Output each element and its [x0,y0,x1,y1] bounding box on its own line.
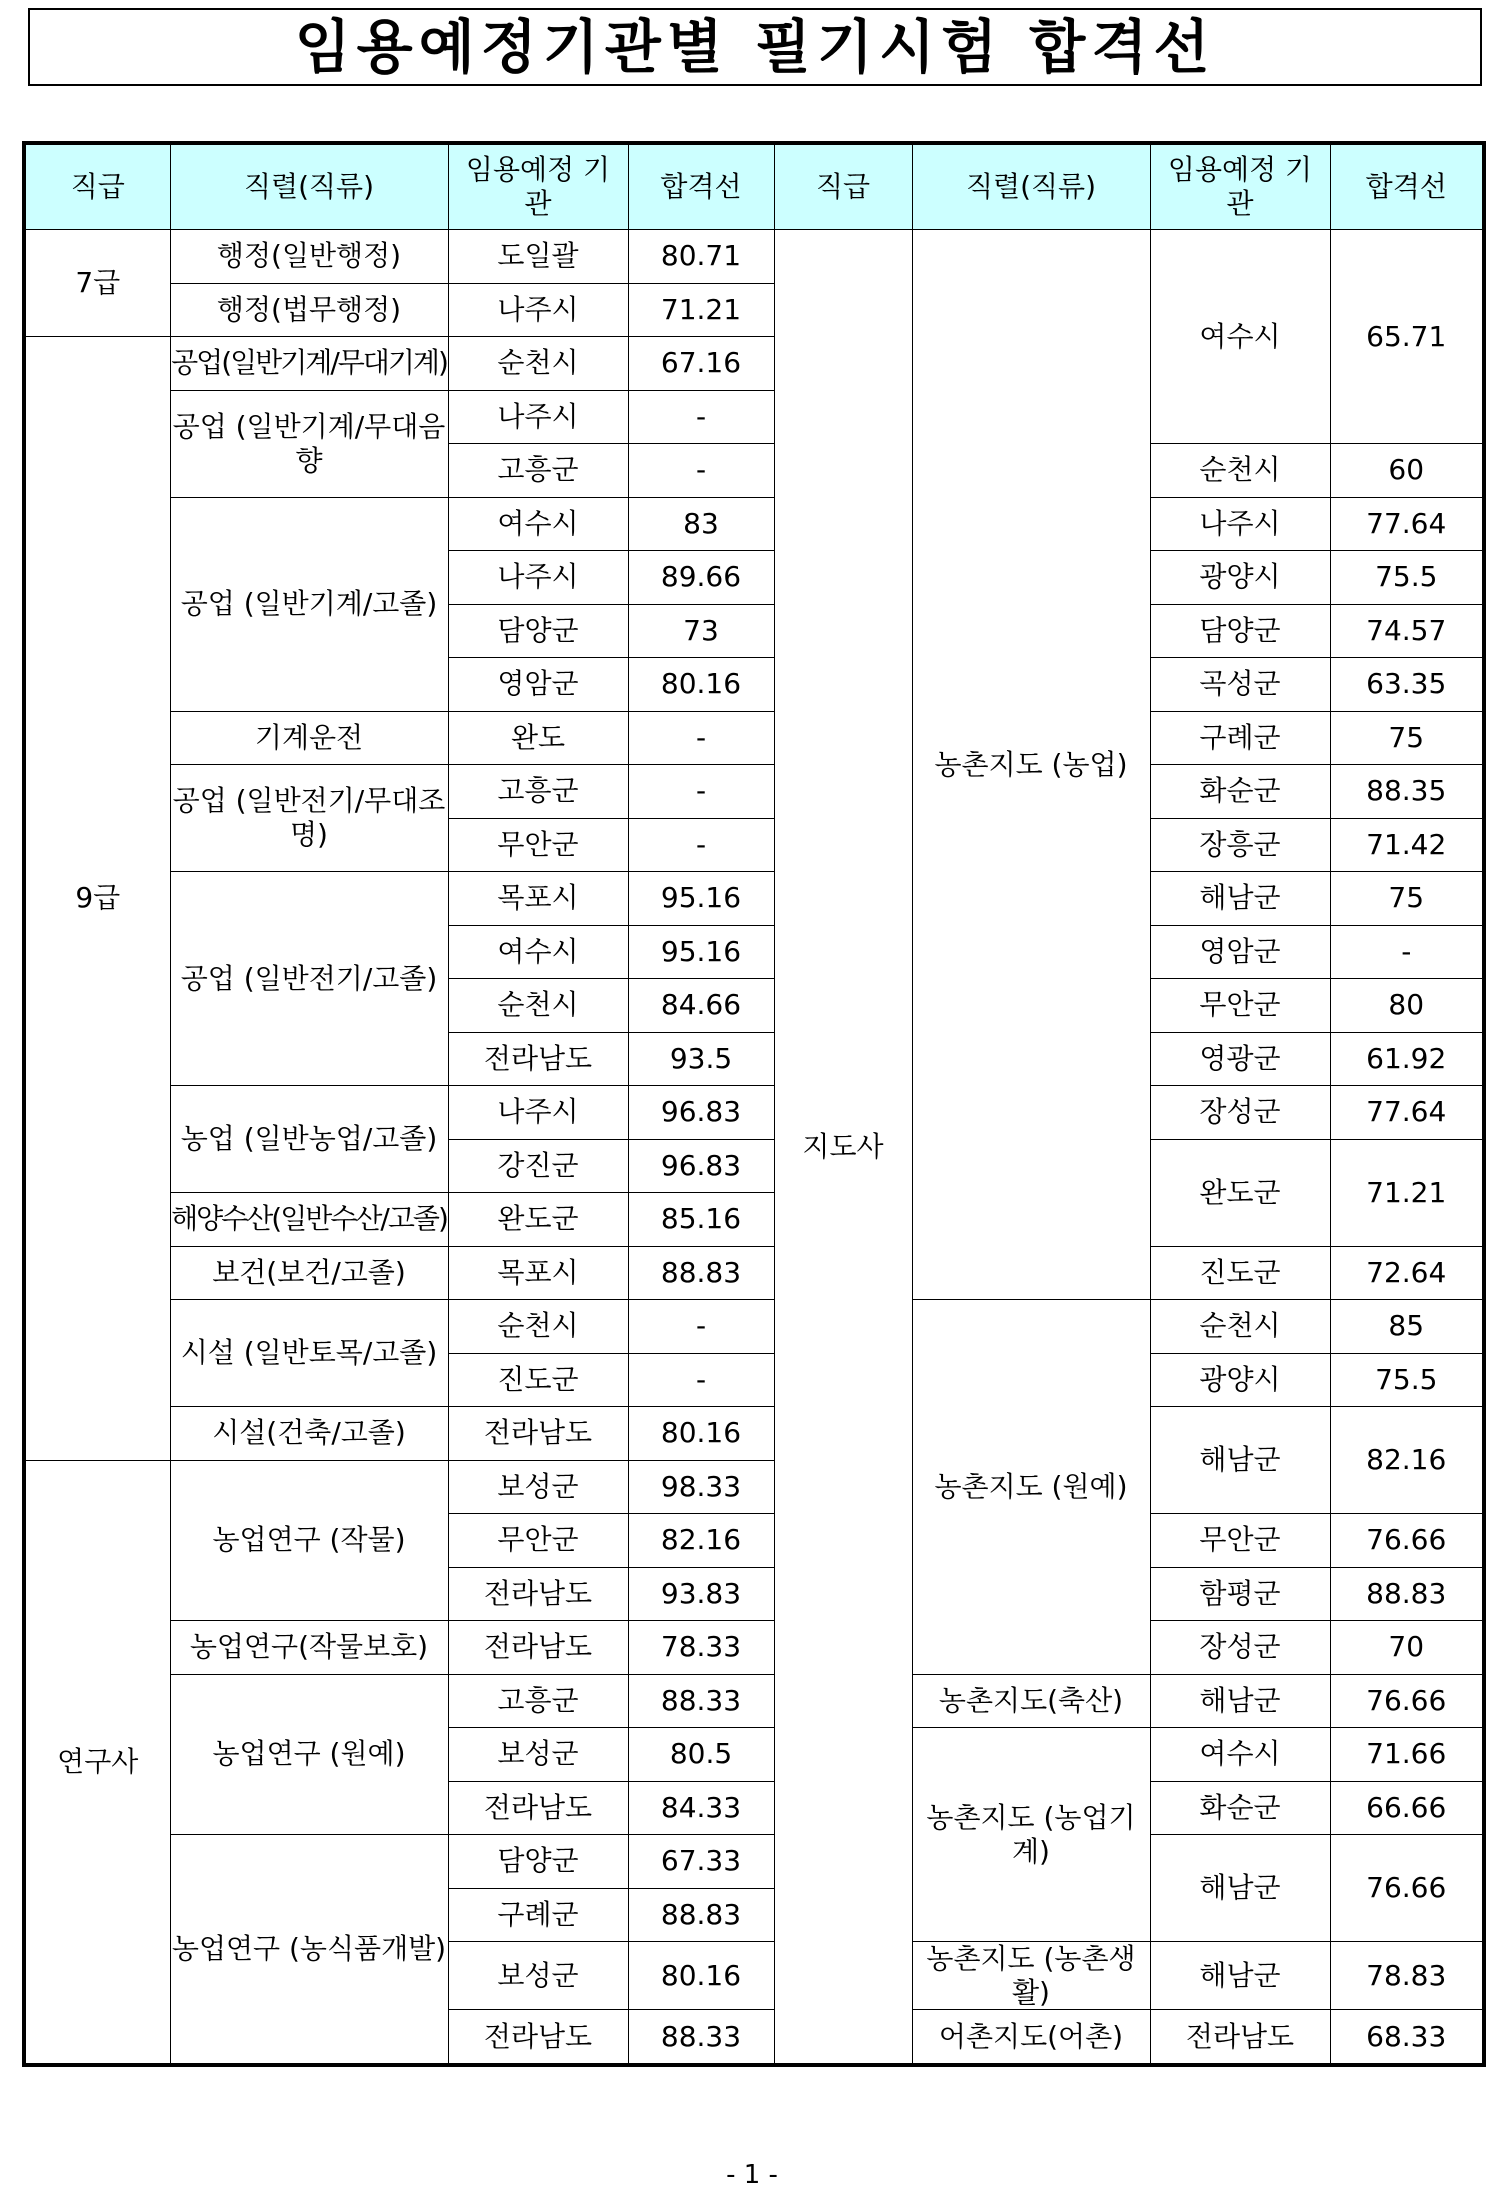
agency-cell-right: 무안군 [1150,979,1330,1033]
series-cell: 기계운전 [170,711,448,765]
agency-cell: 순천시 [448,1300,628,1354]
agency-cell: 나주시 [448,551,628,605]
series-cell: 행정(일반행정) [170,230,448,284]
agency-cell: 구례군 [448,1888,628,1942]
cutoff-cell-right: 74.57 [1330,604,1484,658]
cutoff-cell: - [628,765,774,819]
cutoff-cell-right: 85 [1330,1300,1484,1354]
agency-cell: 담양군 [448,604,628,658]
header-grade: 직급 [24,143,170,230]
header-cutoff-right: 합격선 [1330,143,1484,230]
cutoff-cell-right: 71.42 [1330,818,1484,872]
cutoff-cell-right: 76.66 [1330,1674,1484,1728]
agency-cell: 전라남도 [448,1407,628,1461]
cutoff-cell-right: 66.66 [1330,1781,1484,1835]
agency-cell-right: 함평군 [1150,1567,1330,1621]
cutoff-cell-right: - [1330,925,1484,979]
cutoff-cell: 84.66 [628,979,774,1033]
series-cell-right: 농촌지도 (원예) [912,1300,1150,1675]
title-box [28,8,1482,86]
page-number: - 1 - [726,2160,778,2190]
agency-cell: 고흥군 [448,1674,628,1728]
cutoff-cell-right: 63.35 [1330,658,1484,712]
series-cell-right: 농촌지도(축산) [912,1674,1150,1728]
series-cell: 공업(일반기계/무대기계) [170,337,448,391]
cutoff-cell: 88.33 [628,2010,774,2065]
cutoff-cell-right: 76.66 [1330,1514,1484,1568]
table-body [24,143,1484,2065]
table-row [24,497,1484,551]
agency-cell: 고흥군 [448,444,628,498]
agency-cell-right: 해남군 [1150,1835,1330,1942]
agency-cell: 고흥군 [448,765,628,819]
cutoff-cell-right: 71.21 [1330,1139,1484,1246]
cutoff-cell-right: 60 [1330,444,1484,498]
series-cell: 행정(법무행정) [170,283,448,337]
agency-cell: 전라남도 [448,1567,628,1621]
agency-cell: 무안군 [448,1514,628,1568]
agency-cell: 완도군 [448,1193,628,1247]
table-row [24,1407,1484,1461]
agency-cell: 나주시 [448,390,628,444]
cutoff-cell: 96.83 [628,1139,774,1193]
agency-cell: 나주시 [448,1086,628,1140]
table-row [24,1674,1484,1728]
header-agency-right: 임용예정 기 관 [1150,143,1330,230]
agency-cell-right: 장성군 [1150,1086,1330,1140]
cutoff-cell: 95.16 [628,872,774,926]
agency-cell-right: 장흥군 [1150,818,1330,872]
series-cell: 공업 (일반기계/고졸) [170,497,448,711]
cutoff-cell: 83 [628,497,774,551]
cutoff-cell: 80.71 [628,230,774,284]
agency-cell-right: 해남군 [1150,1407,1330,1514]
cutoff-cell-right: 70 [1330,1621,1484,1675]
cutoff-cell: - [628,711,774,765]
agency-cell-right: 진도군 [1150,1246,1330,1300]
cutoff-cell: 80.16 [628,1942,774,2010]
grade-cell: 9급 [24,337,170,1461]
cutoff-cell-right: 77.64 [1330,497,1484,551]
agency-cell: 강진군 [448,1139,628,1193]
cutoff-cell: 82.16 [628,1514,774,1568]
agency-cell: 전라남도 [448,1032,628,1086]
table-row [24,1246,1484,1300]
agency-cell-right: 해남군 [1150,1942,1330,2010]
cutoff-cell-right: 78.83 [1330,1942,1484,2010]
agency-cell-right: 곡성군 [1150,658,1330,712]
agency-cell: 보성군 [448,1942,628,2010]
agency-cell-right: 구례군 [1150,711,1330,765]
cutoff-cell: 71.21 [628,283,774,337]
table-row [24,1086,1484,1140]
cutoff-cell: 96.83 [628,1086,774,1140]
agency-cell: 전라남도 [448,1621,628,1675]
agency-cell: 보성군 [448,1728,628,1782]
cutoff-cell: - [628,390,774,444]
agency-cell-right: 나주시 [1150,497,1330,551]
cutoff-cell: 84.33 [628,1781,774,1835]
series-cell-right: 농촌지도 (농업) [912,230,1150,1300]
series-cell: 시설(건축/고졸) [170,1407,448,1461]
series-cell: 농업 (일반농업/고졸) [170,1086,448,1193]
cutoff-cell: - [628,818,774,872]
agency-cell: 전라남도 [448,2010,628,2065]
cutoff-cell: 73 [628,604,774,658]
grade-cell: 7급 [24,230,170,337]
table-row [24,1300,1484,1354]
header-row [24,143,1484,230]
agency-cell: 목포시 [448,1246,628,1300]
header-series: 직렬(직류) [170,143,448,230]
cutoff-cell-right: 75.5 [1330,551,1484,605]
agency-cell-right: 화순군 [1150,765,1330,819]
agency-cell-right: 장성군 [1150,1621,1330,1675]
grade-cell-right: 지도사 [774,230,912,2065]
cutoff-cell: 85.16 [628,1193,774,1247]
cutoff-cell-right: 88.83 [1330,1567,1484,1621]
agency-cell: 여수시 [448,925,628,979]
agency-cell: 담양군 [448,1835,628,1889]
series-cell-right: 농촌지도 (농업기계) [912,1728,1150,1942]
table-row [24,1835,1484,1889]
series-cell: 공업 (일반기계/무대음향 [170,390,448,497]
series-cell: 농업연구 (농식품개발) [170,1835,448,2065]
series-cell: 해양수산(일반수산/고졸) [170,1193,448,1247]
cutoff-cell: 98.33 [628,1460,774,1514]
cutoff-cell-right: 76.66 [1330,1835,1484,1942]
cutoff-cell: 95.16 [628,925,774,979]
agency-cell: 전라남도 [448,1781,628,1835]
cutoff-cell-right: 80 [1330,979,1484,1033]
cutoff-cell-right: 61.92 [1330,1032,1484,1086]
agency-cell: 목포시 [448,872,628,926]
cutoff-cell: 80.16 [628,658,774,712]
table-row [24,872,1484,926]
agency-cell-right: 해남군 [1150,872,1330,926]
agency-cell: 여수시 [448,497,628,551]
header-cutoff: 합격선 [628,143,774,230]
agency-cell-right: 영광군 [1150,1032,1330,1086]
cutoff-cell: - [628,444,774,498]
series-cell-right: 농촌지도 (농촌생활) [912,1942,1150,2010]
cutoff-cell: 88.33 [628,1674,774,1728]
agency-cell-right: 여수시 [1150,230,1330,444]
agency-cell-right: 여수시 [1150,1728,1330,1782]
cutoff-cell-right: 77.64 [1330,1086,1484,1140]
agency-cell-right: 해남군 [1150,1674,1330,1728]
table-row [24,1621,1484,1675]
agency-cell-right: 담양군 [1150,604,1330,658]
agency-cell: 영암군 [448,658,628,712]
agency-cell: 완도 [448,711,628,765]
table-row [24,230,1484,284]
cutoff-cell-right: 65.71 [1330,230,1484,444]
agency-cell: 도일괄 [448,230,628,284]
cutoff-cell: - [628,1300,774,1354]
agency-cell-right: 광양시 [1150,1353,1330,1407]
table-row [24,765,1484,819]
header-agency: 임용예정 기 관 [448,143,628,230]
cutoff-cell: 67.16 [628,337,774,391]
cutoff-cell: 67.33 [628,1835,774,1889]
table-row [24,711,1484,765]
agency-cell-right: 순천시 [1150,444,1330,498]
cutoff-cell-right: 88.35 [1330,765,1484,819]
cutoff-cell-right: 72.64 [1330,1246,1484,1300]
cutoff-cell: 80.5 [628,1728,774,1782]
cutoff-cell-right: 68.33 [1330,2010,1484,2065]
series-cell: 공업 (일반전기/고졸) [170,872,448,1086]
cutoff-cell-right: 75 [1330,711,1484,765]
agency-cell: 나주시 [448,283,628,337]
agency-cell: 보성군 [448,1460,628,1514]
agency-cell-right: 영암군 [1150,925,1330,979]
header-grade-right: 직급 [774,143,912,230]
agency-cell: 진도군 [448,1353,628,1407]
agency-cell-right: 완도군 [1150,1139,1330,1246]
agency-cell-right: 무안군 [1150,1514,1330,1568]
cutoff-cell: 93.5 [628,1032,774,1086]
header-series-right: 직렬(직류) [912,143,1150,230]
cutoff-cell: - [628,1353,774,1407]
cutoff-cell: 89.66 [628,551,774,605]
series-cell: 농업연구 (작물) [170,1460,448,1621]
cutoff-cell: 88.83 [628,1888,774,1942]
cutoff-cell-right: 71.66 [1330,1728,1484,1782]
cutoff-table [22,141,1486,2067]
cutoff-cell: 93.83 [628,1567,774,1621]
agency-cell: 순천시 [448,979,628,1033]
page-title: 임용예정기관별 필기시험 합격선 [294,13,1216,81]
cutoff-cell: 88.83 [628,1246,774,1300]
agency-cell-right: 광양시 [1150,551,1330,605]
cutoff-cell-right: 75 [1330,872,1484,926]
series-cell: 시설 (일반토목/고졸) [170,1300,448,1407]
agency-cell-right: 전라남도 [1150,2010,1330,2065]
agency-cell: 무안군 [448,818,628,872]
agency-cell-right: 순천시 [1150,1300,1330,1354]
agency-cell-right: 화순군 [1150,1781,1330,1835]
series-cell: 공업 (일반전기/무대조명) [170,765,448,872]
series-cell: 농업연구 (원예) [170,1674,448,1835]
cutoff-cell: 78.33 [628,1621,774,1675]
series-cell-right: 어촌지도(어촌) [912,2010,1150,2065]
grade-cell: 연구사 [24,1460,170,2065]
cutoff-cell-right: 75.5 [1330,1353,1484,1407]
cutoff-cell-right: 82.16 [1330,1407,1484,1514]
series-cell: 보건(보건/고졸) [170,1246,448,1300]
cutoff-cell: 80.16 [628,1407,774,1461]
agency-cell: 순천시 [448,337,628,391]
series-cell: 농업연구(작물보호) [170,1621,448,1675]
